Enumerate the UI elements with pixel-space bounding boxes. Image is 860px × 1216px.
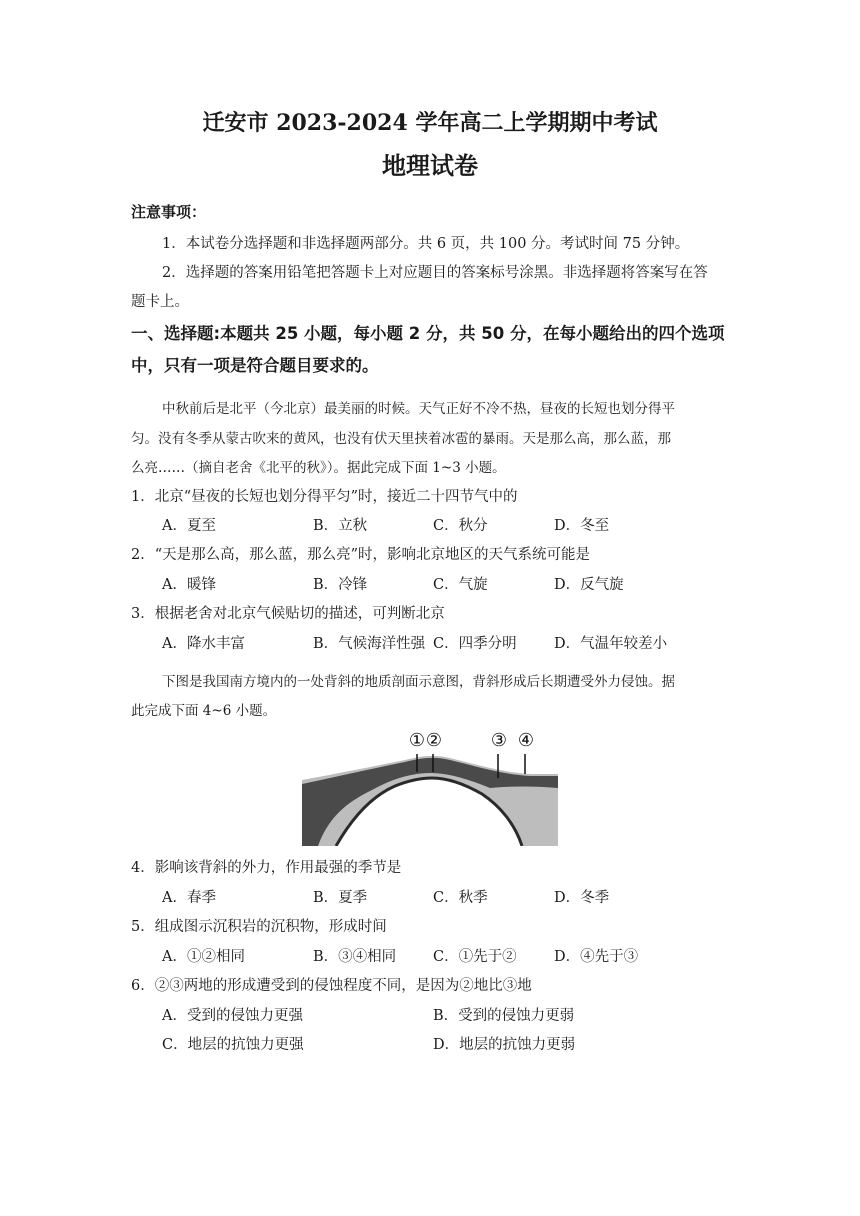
question-2-option-b: B．冷锋 (313, 577, 368, 593)
question-1-option-d: D．冬至 (554, 518, 610, 534)
question-2-option-a: A．暖锋 (162, 577, 216, 593)
passage-1-line-1: 中秋前后是北平（今北京）最美丽的时候。天气正好不冷不热，昼夜的长短也划分得平 (162, 401, 675, 417)
question-3-option-b: B．气候海洋性强 (313, 636, 426, 652)
section-heading-cont: 中，只有一项是符合题目要求的。 (131, 356, 379, 375)
question-1-option-a: A．夏至 (162, 518, 216, 534)
question-6-option-c: C．地层的抗蚀力更强 (162, 1037, 304, 1053)
question-3-stem: 3．根据老舍对北京气候贴切的描述，可判断北京 (131, 606, 445, 622)
passage-2-line-2: 此完成下面 4~6 小题。 (131, 703, 277, 719)
question-3-option-d: D．气温年较差小 (554, 636, 668, 652)
question-5-option-d: D．④先于③ (554, 949, 639, 965)
question-5-option-c: C．①先于② (433, 949, 517, 965)
question-4-option-c: C．秋季 (433, 890, 488, 906)
question-5-option-b: B．③④相同 (313, 949, 397, 965)
question-5-stem: 5．组成图示沉积岩的沉积物，形成时间 (131, 919, 387, 935)
exam-title: 迁安市 2023-2024 学年高二上学期期中考试 (202, 110, 658, 136)
passage-1-line-2: 匀。没有冬季从蒙古吹来的黄风，也没有伏天里挟着冰雹的暴雨。天是那么高，那么蓝，那 (131, 431, 671, 447)
question-6-option-b: B．受到的侵蚀力更弱 (433, 1008, 575, 1024)
question-2-option-c: C．气旋 (433, 577, 488, 593)
passage-2-line-1: 下图是我国南方境内的一处背斜的地质剖面示意图，背斜形成后长期遭受外力侵蚀。据 (162, 674, 675, 690)
figure-label-3: ③ (490, 730, 508, 751)
notice-heading: 注意事项： (131, 203, 207, 221)
question-1-option-b: B．立秋 (313, 518, 368, 534)
question-4-option-a: A．春季 (162, 890, 216, 906)
exam-subtitle: 地理试卷 (382, 151, 478, 180)
notice-item-2: 2．选择题的答案用铅笔把答题卡上对应题目的答案标号涂黑。非选择题将答案写在答 (162, 265, 708, 281)
question-6-option-a: A．受到的侵蚀力更强 (162, 1008, 303, 1024)
question-5-option-a: A．①②相同 (162, 949, 245, 965)
passage-1-line-3: 么亮……（摘自老舍《北平的秋》）。据此完成下面 1~3 小题。 (131, 460, 506, 476)
notice-item-1: 1．本试卷分选择题和非选择题两部分。共 6 页，共 100 分。考试时间 75 分钟。 (162, 236, 690, 252)
question-1-option-c: C．秋分 (433, 518, 488, 534)
question-4-option-d: D．冬季 (554, 890, 610, 906)
figure-label-2: ② (425, 730, 443, 751)
question-2-stem: 2．“天是那么高，那么蓝，那么亮”时，影响北京地区的天气系统可能是 (131, 547, 591, 563)
figure-label-1: ① (408, 730, 426, 751)
question-2-option-d: D．反气旋 (554, 577, 624, 593)
question-6-stem: 6．②③两地的形成遭受到的侵蚀程度不同，是因为②地比③地 (131, 978, 532, 994)
question-4-option-b: B．夏季 (313, 890, 368, 906)
question-3-option-a: A．降水丰富 (162, 636, 245, 652)
anticline-cross-section-figure (300, 728, 560, 846)
figure-label-4: ④ (517, 730, 535, 751)
section-heading: 一、选择题:本题共 25 小题，每小题 2 分，共 50 分，在每小题给出的四个选项 (131, 324, 725, 343)
question-4-stem: 4．影响该背斜的外力，作用最强的季节是 (131, 860, 402, 876)
notice-item-2-cont: 题卡上。 (131, 294, 189, 310)
question-1-stem: 1．北京“昼夜的长短也划分得平匀”时，接近二十四节气中的 (131, 489, 518, 505)
question-6-option-d: D．地层的抗蚀力更弱 (433, 1037, 576, 1053)
question-3-option-c: C．四季分明 (433, 636, 517, 652)
